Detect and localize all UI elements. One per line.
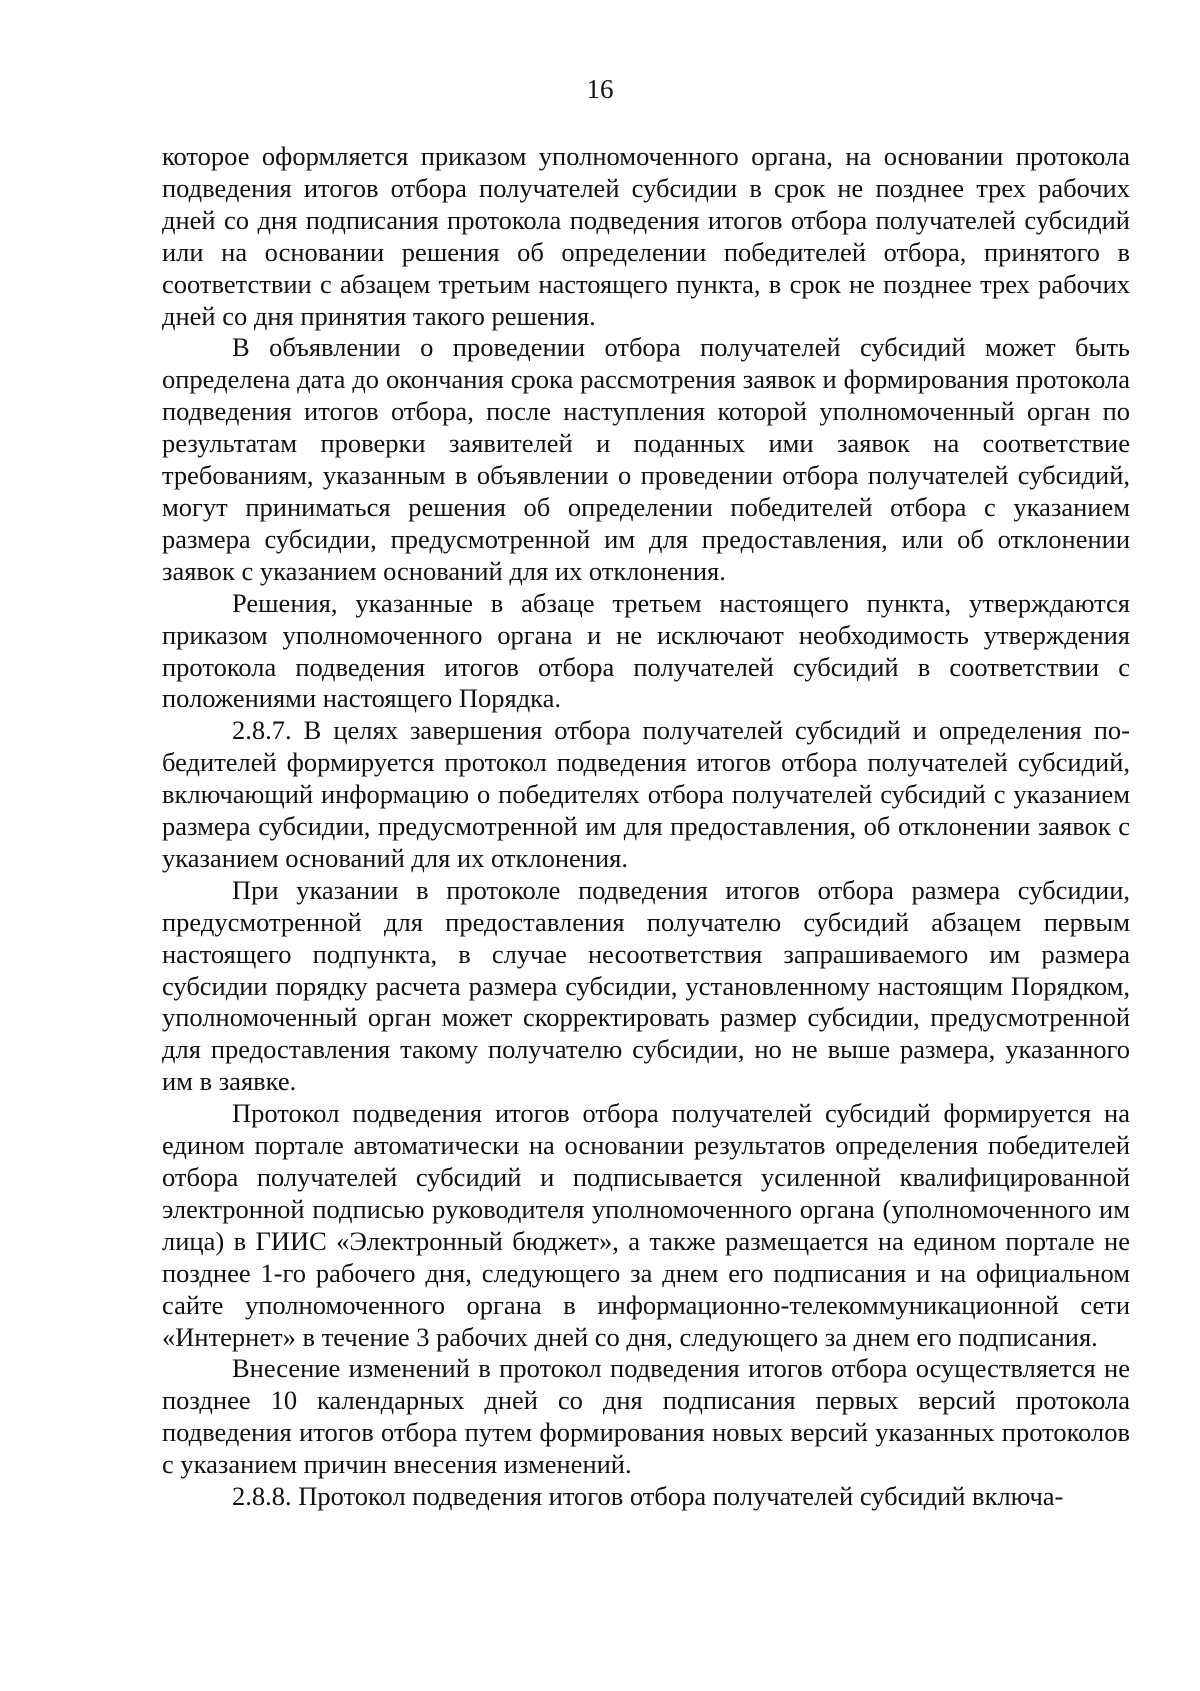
- paragraph-protocol-changes: Внесение изменений в протокол подведения итогов отбора осуществляется не позднее 10 календарных дней со дня подписания первых версий протокола подведения итогов отбора путем формирования новых версий указанных протоколов с указанием причин внесения изменений.: [162, 1353, 1130, 1480]
- page-number: 16: [586, 74, 614, 104]
- paragraph-2-8-8: 2.8.8. Протокол подведения итогов отбора получателей субсидий включа-: [232, 1481, 1064, 1512]
- paragraph-decisions: Решения, указанные в абзаце третьем настоящего пункта, утверждаются приказом уполномоченного органа и не исключают необходимость утверждения протокола подведения итогов отбора получателей субсидий в соответствии с положениями настоящего Порядка.: [162, 587, 1130, 714]
- paragraph-subsidy-size: При указании в протоколе подведения итогов отбора размера субсидии, предусмотренной для предоставления получателю субсидий абзацем первым настоящего подпункта, в случае несоответствия запрашиваемого им размера субсидии порядку расчета размера субсидии, установленному настоящим Порядком, уполномоченный орган может скорректировать размер субсидии, предусмотренной для предоставления такому получателю субсидии, но не выше размера, указанного им в заявке.: [162, 874, 1130, 1097]
- paragraph-continuation: которое оформляется приказом уполномоченного органа, на основании протокола подведения итогов отбора получателей субсидии в срок не позднее трех рабочих дней со дня подписания протокола подведения итогов отбора получателей субсидий или на основании решения об определении победителей отбора, принятого в соответствии с абзацем третьим настоящего пункта, в срок не позднее трех рабочих дней со дня принятия такого решения.: [162, 141, 1130, 331]
- document-body: [162, 141, 1130, 1513]
- paragraph-protocol-formation: Протокол подведения итогов отбора получателей субсидий формируется на едином портале автоматически на основании результатов определения победителей отбора получателей субсидий и подписывается усиленной квалифицированной электронной подписью руководителя уполномоченного органа (уполномоченного им лица) в ГИИС «Электронный бюджет», а также размещается на едином портале не позднее 1-го рабочего дня, следующего за днем его подписания и на официальном сайте уполномоченного органа в информационно-телекоммуникационной сети «Интернет» в течение 3 рабочих дней со дня, следующего за днем его подписания.: [162, 1098, 1130, 1352]
- paragraph-announcement: В объявлении о проведении отбора получателей субсидий может быть определена дата до окончания срока рассмотрения заявок и формирования протокола подведения итогов отбора, после наступления которой уполномоченный орган по результатам проверки заявителей и поданных ими заявок на соответствие требованиям, указанным в объявлении о проведении отбора получателей субсидий, могут приниматься решения об определении победителей отбора с указанием размера субсидии, предусмотренной им для предоставления, или об отклонении заявок с указанием оснований для их отклонения.: [162, 332, 1130, 586]
- paragraph-2-8-7: 2.8.7. В целях завершения отбора получателей субсидий и определения победителей формируется протокол подведения итогов отбора получателей субсидий, включающий информацию о победителях отбора получателей субсидий с указанием размера субсидии, предусмотренной им для предоставления, об отклонении заявок с указанием оснований для их отклонения.: [162, 715, 1130, 873]
